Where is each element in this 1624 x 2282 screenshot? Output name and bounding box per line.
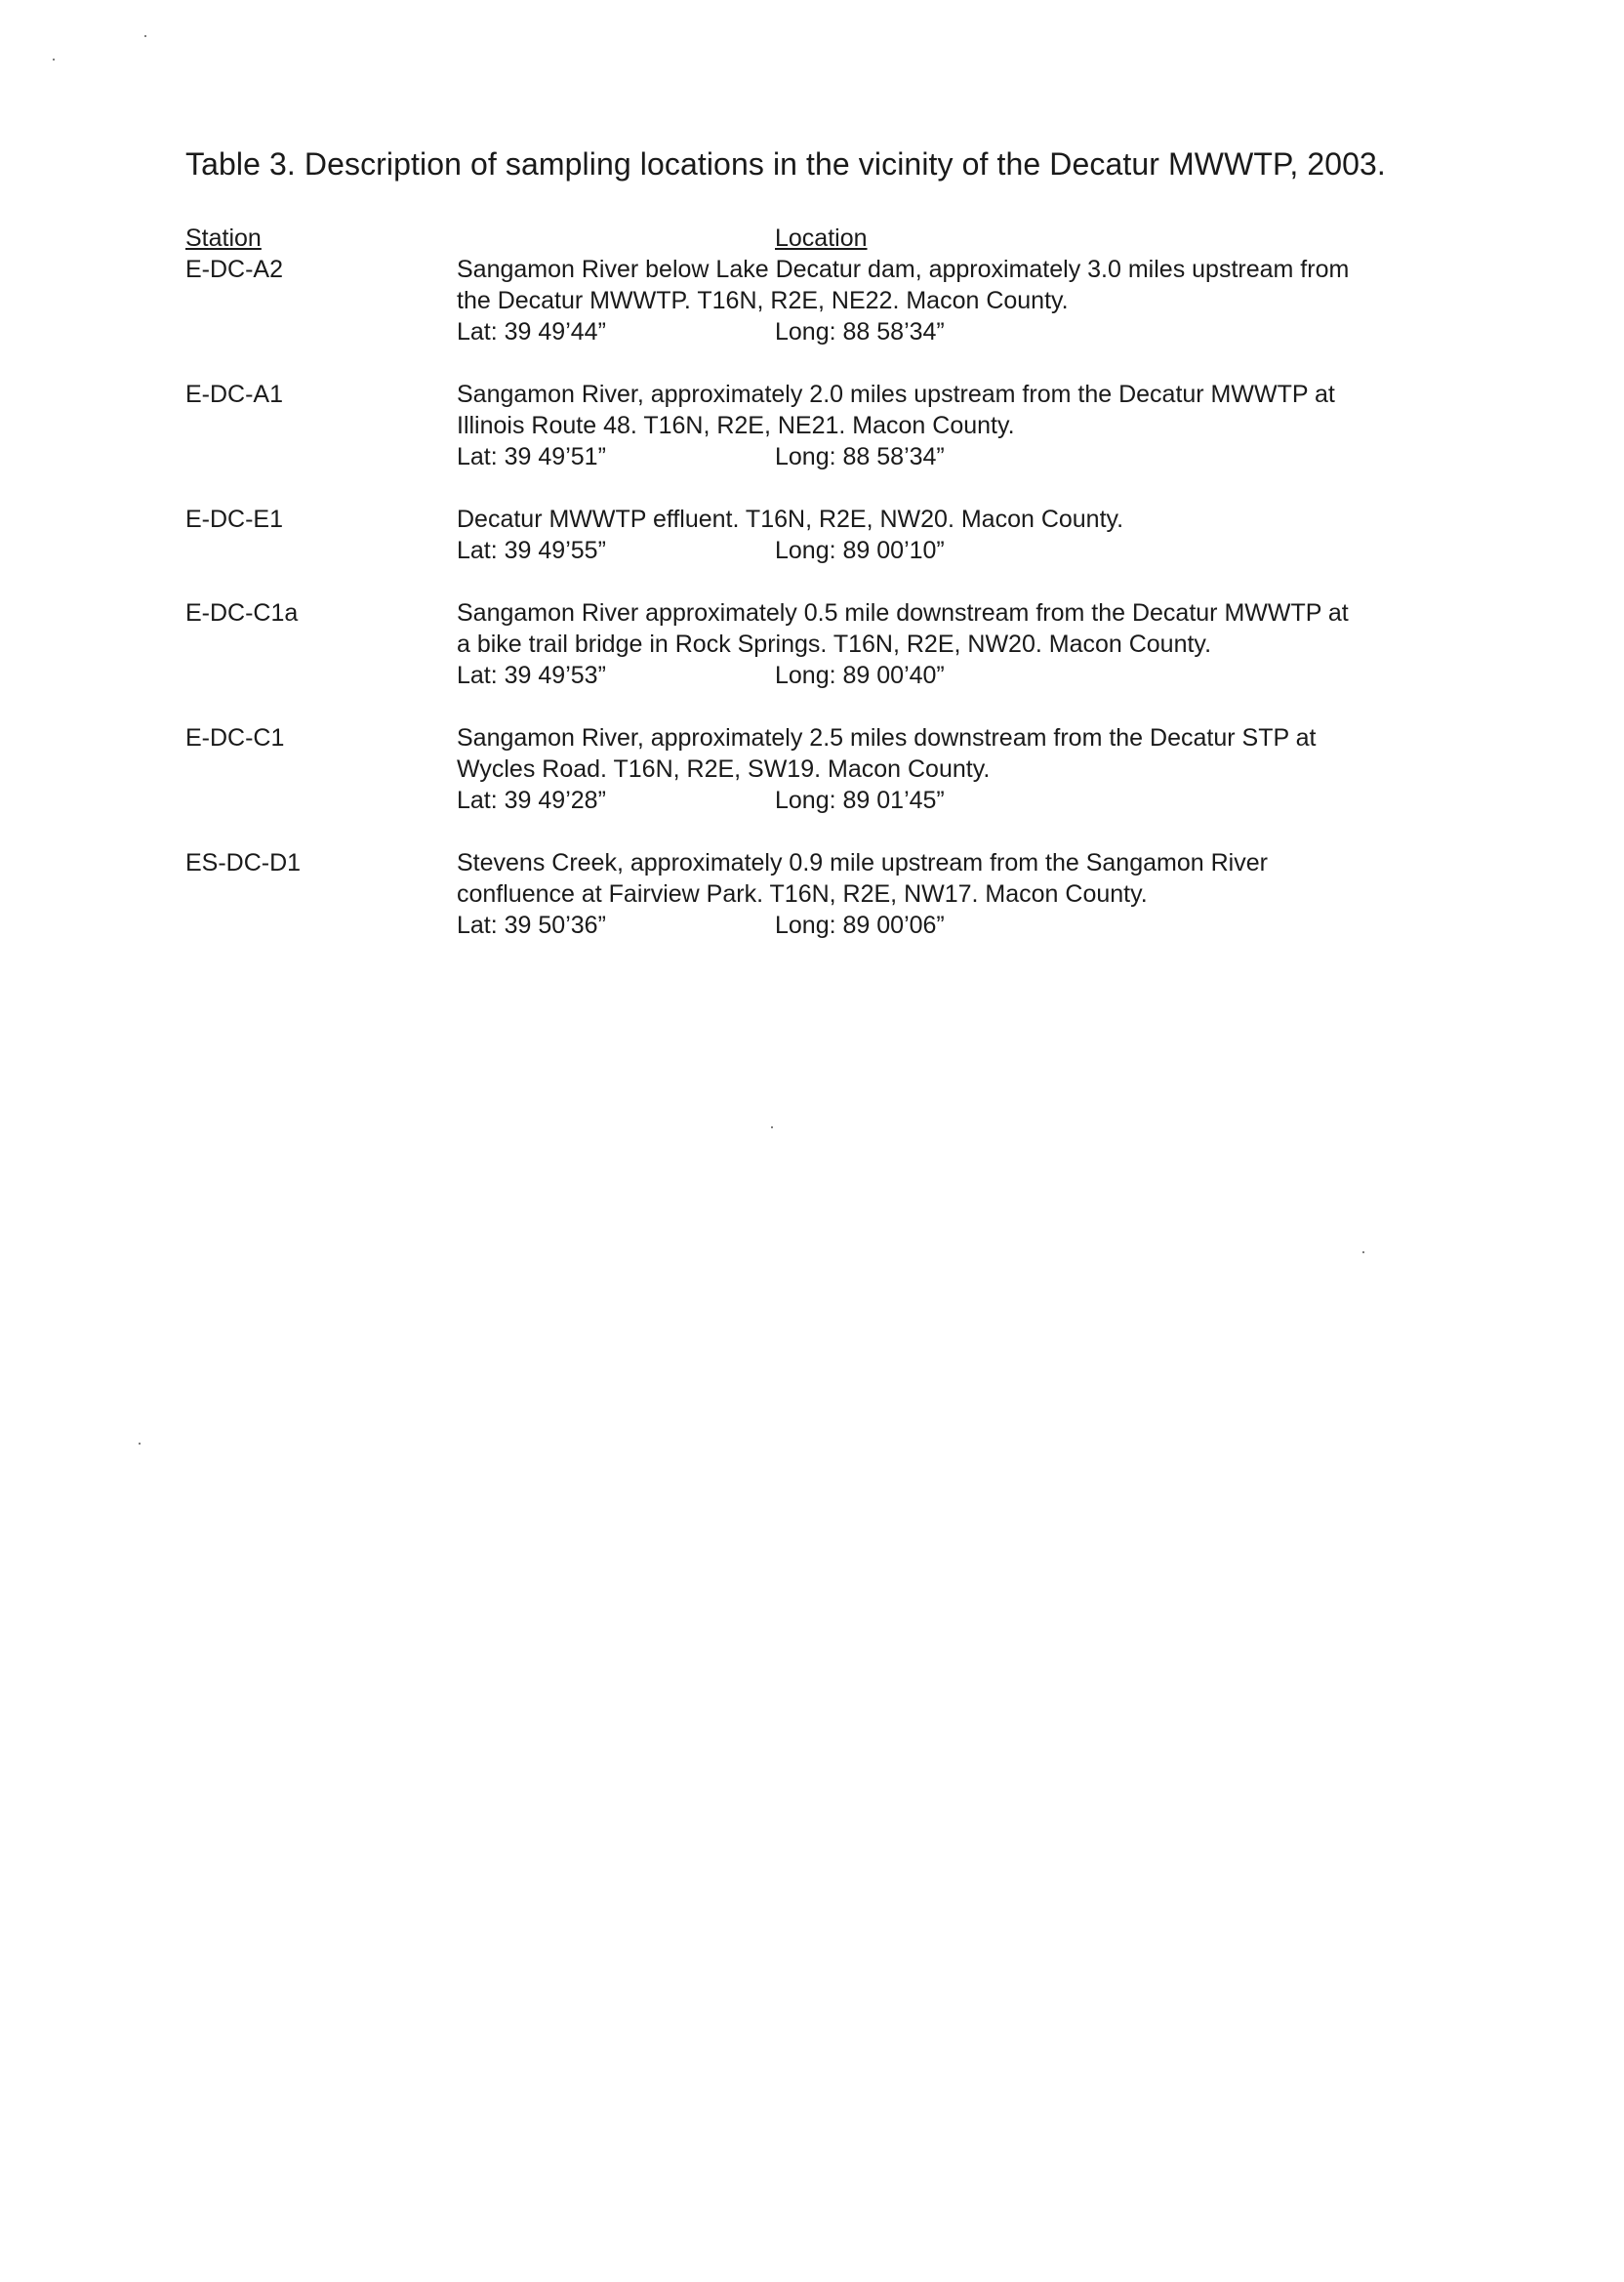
location-line: Illinois Route 48. T16N, R2E, NE21. Macon County. (457, 412, 1015, 439)
location-line: Decatur MWWTP effluent. T16N, R2E, NW20. Macon County. (457, 506, 1124, 533)
location-line: Wycles Road. T16N, R2E, SW19. Macon County. (457, 755, 991, 783)
location-line: confluence at Fairview Park. T16N, R2E, NW17. Macon County. (457, 880, 1148, 908)
latitude: Lat: 39 50’36” (457, 912, 606, 939)
sampling-locations-table (185, 223, 1474, 941)
coordinates (457, 660, 1482, 691)
longitude: Long: 89 01’45” (775, 787, 945, 814)
latitude: Lat: 39 49’51” (457, 443, 606, 470)
table-row (185, 254, 1474, 347)
station-location (457, 379, 1482, 472)
coordinates (457, 910, 1482, 941)
location-line: Sangamon River approximately 0.5 mile downstream from the Decatur MWWTP at (457, 599, 1349, 627)
station-id: E-DC-C1 (185, 724, 285, 752)
scan-speck (139, 1443, 141, 1445)
table-row (185, 597, 1474, 691)
table-row (185, 504, 1474, 566)
station-id: E-DC-E1 (185, 506, 284, 533)
station-location (457, 722, 1482, 816)
station-location (457, 504, 1482, 566)
station-location (457, 597, 1482, 691)
location-column-header: Location (775, 224, 868, 252)
longitude: Long: 89 00’10” (775, 537, 945, 564)
scan-speck (53, 59, 55, 61)
longitude: Long: 89 00’40” (775, 662, 945, 689)
table-row (185, 847, 1474, 941)
station-id: E-DC-C1a (185, 599, 299, 627)
scan-speck (144, 35, 146, 37)
coordinates (457, 316, 1482, 347)
location-line: Sangamon River below Lake Decatur dam, approximately 3.0 miles upstream from (457, 256, 1350, 283)
station-location (457, 847, 1482, 941)
latitude: Lat: 39 49’28” (457, 787, 606, 814)
station-id: E-DC-A2 (185, 256, 284, 283)
coordinates (457, 535, 1482, 566)
location-line: Sangamon River, approximately 2.5 miles downstream from the Decatur STP at (457, 724, 1317, 752)
latitude: Lat: 39 49’44” (457, 318, 606, 346)
scan-speck (771, 1126, 773, 1128)
location-line: Stevens Creek, approximately 0.9 mile upstream from the Sangamon River (457, 849, 1268, 876)
station-id: E-DC-A1 (185, 381, 284, 408)
station-id: ES-DC-D1 (185, 849, 302, 876)
table-header (185, 223, 1474, 254)
longitude: Long: 88 58’34” (775, 443, 945, 470)
station-location (457, 254, 1482, 347)
table-row (185, 379, 1474, 472)
longitude: Long: 88 58’34” (775, 318, 945, 346)
scan-speck (1362, 1251, 1364, 1253)
latitude: Lat: 39 49’55” (457, 537, 606, 564)
coordinates (457, 785, 1482, 816)
table-row (185, 722, 1474, 816)
longitude: Long: 89 00’06” (775, 912, 945, 939)
location-line: Sangamon River, approximately 2.0 miles upstream from the Decatur MWWTP at (457, 381, 1335, 408)
location-line: the Decatur MWWTP. T16N, R2E, NE22. Macon County. (457, 287, 1069, 314)
coordinates (457, 441, 1482, 472)
location-line: a bike trail bridge in Rock Springs. T16N, R2E, NW20. Macon County. (457, 631, 1212, 658)
station-column-header: Station (185, 224, 262, 252)
page-title: Table 3. Description of sampling locations in the vicinity of the Decatur MWWTP, 2003. (185, 146, 1386, 182)
latitude: Lat: 39 49’53” (457, 662, 606, 689)
